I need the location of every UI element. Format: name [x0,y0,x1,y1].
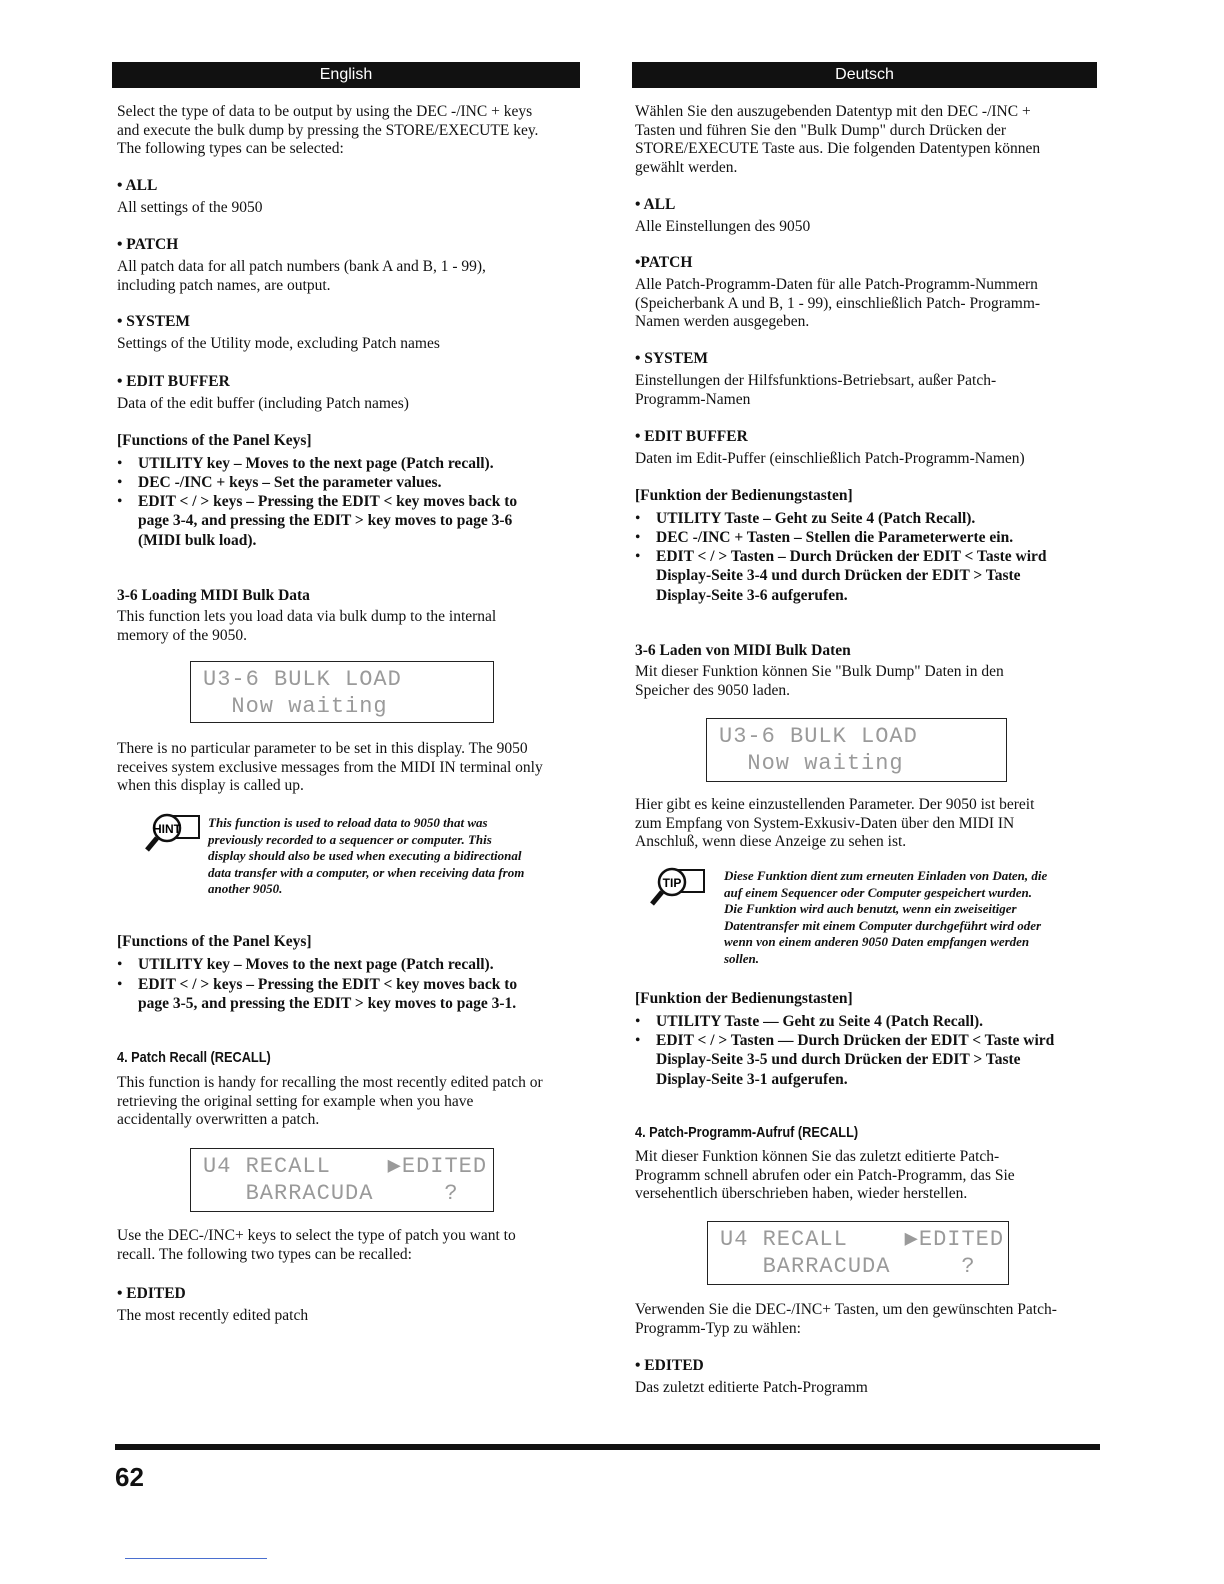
intro-text: Wählen Sie den auszugebenden Datentyp mit den DEC -/INC + Tasten und führen Sie den "Bulk Dump" durch Drücken der STORE/EXECUTE Taste aus. Die folgenden Datentypen können gewählt werden. [635,103,1041,176]
intro-text: Select the type of data to be output by using the DEC -/INC + keys and execute the bulk dump by pressing the STORE/EXECUTE key. The following types can be selected: [117,103,539,158]
panel-key-item: • DEC -/INC + keys – Set the parameter values. [117,473,441,492]
patch-text: Alle Patch-Programm-Daten für alle Patch-Programm-Nummern (Speicherbank A und B, 1 - 99), einschließlich Patch- Programm- Namen werden ausgegeben. [635,276,1041,331]
panel-key-item: • EDIT < / > keys – Pressing the EDIT < key moves back to page 3-4, and pressing the EDIT > key moves to page 3-6 (MIDI bulk load). [117,492,517,550]
bulk-load-description: Hier gibt es keine einzustellenden Parameter. Der 9050 ist bereit zum Empfang von System-Exkusiv-Daten über den MIDI IN Anschluß, wenn diese Anzeige zu sehen ist. [635,796,1035,851]
panel-key-item: • EDIT < / > Tasten – Durch Drücken der EDIT < Taste wird Display-Seite 3-4 und durch Drücken der EDIT > Taste Display-Seite 3-6 aufgerufen. [635,547,1047,605]
patch-recall-text: This function is handy for recalling the most recently edited patch or retrieving the original setting for example when you have accidentally overwritten a patch. [117,1074,543,1129]
bulk-load-title: 3-6 Laden von MIDI Bulk Daten [635,642,851,659]
panel-key-item: • EDIT < / > keys – Pressing the EDIT < key moves back to page 3-5, and pressing the EDIT > key moves to page 3-1. [117,975,517,1014]
edit-buffer-text: Daten im Edit-Puffer (einschließlich Patch-Programm-Namen) [635,450,1025,467]
bulk-load-description: There is no particular parameter to be set in this display. The 9050 receives system exclusive messages from the MIDI IN terminal only when this display is called up. [117,740,543,795]
panel-keys-title: [Functions of the Panel Keys] [117,432,312,449]
patch-recall-heading: 4. Patch-Programm-Aufruf (RECALL) [635,1124,859,1141]
panel-key-item: • UTILITY key – Moves to the next page (Patch recall). [117,454,494,473]
all-text: All settings of the 9050 [117,199,263,216]
edit-buffer-title: • EDIT BUFFER [635,428,748,445]
edited-title: • EDITED [635,1357,704,1374]
panel-keys-title: [Funktion der Bedienungstasten] [635,990,853,1007]
link-underline [125,1558,267,1559]
patch-text: All patch data for all patch numbers (bank A and B, 1 - 99), including patch names, are output. [117,258,486,294]
bulk-load-text: Mit dieser Funktion können Sie "Bulk Dump" Daten in den Speicher des 9050 laden. [635,663,1004,699]
lcd-line: BARRACUDA ? [203,1181,459,1206]
panel-key-item: • UTILITY Taste — Geht zu Seite 4 (Patch Recall). [635,1012,983,1031]
lcd-line: Now waiting [203,694,388,719]
patch-title: • PATCH [117,236,179,253]
patch-recall-text: Mit dieser Funktion können Sie das zuletzt editierte Patch- Programm schnell abrufen oder ein Patch-Programm, das Sie versehentlich überschrieben haben, wieder herstellen. [635,1148,1015,1203]
system-title: • SYSTEM [117,313,191,330]
patch-title: •PATCH [635,254,693,271]
lcd-line: U4 RECALL ▶EDITED [203,1154,488,1179]
lcd-line: U3-6 BULK LOAD [203,667,402,692]
panel-keys-title: [Functions of the Panel Keys] [117,933,312,950]
all-title: • ALL [117,177,158,194]
svg-text:TIP: TIP [662,876,682,890]
panel-key-item: • UTILITY Taste – Geht zu Seite 4 (Patch Recall). [635,509,975,528]
all-text: Alle Einstellungen des 9050 [635,218,811,235]
lcd-line: BARRACUDA ? [720,1254,976,1279]
edited-title: • EDITED [117,1285,186,1302]
bulk-load-title: 3-6 Loading MIDI Bulk Data [117,587,310,604]
system-text: Einstellungen der Hilfsfunktions-Betriebsart, außer Patch- Programm-Namen [635,372,997,408]
lcd-display-bulk-load [190,661,494,723]
edited-text: Das zuletzt editierte Patch-Programm [635,1379,868,1396]
lcd-display-recall [707,1221,1009,1285]
english-header: English [112,62,580,88]
recall-description: Verwenden Sie die DEC-/INC+ Tasten, um den gewünschten Patch- Programm-Typ zu wählen: [635,1301,1057,1337]
all-title: • ALL [635,196,676,213]
system-title: • SYSTEM [635,350,709,367]
lcd-line: Now waiting [719,751,904,776]
panel-key-item: • UTILITY key – Moves to the next page (Patch recall). [117,955,494,974]
edit-buffer-text: Data of the edit buffer (including Patch names) [117,395,409,412]
recall-description: Use the DEC-/INC+ keys to select the type of patch you want to recall. The following two types can be recalled: [117,1227,516,1263]
hint-icon [143,812,203,854]
hint-text: This function is used to reload data to 9050 that was previously recorded to a sequencer or computer. This display should also be used when executing a bidirectional data transfer with a computer, or when receiving data from another 9050. [208,815,525,897]
footer-rule [115,1444,1100,1450]
edit-buffer-title: • EDIT BUFFER [117,373,230,390]
panel-keys-title: [Funktion der Bedienungstasten] [635,487,853,504]
tip-icon [648,866,708,908]
system-text: Settings of the Utility mode, excluding Patch names [117,335,440,352]
lcd-display-bulk-load [706,718,1007,782]
lcd-display-recall [190,1148,494,1212]
panel-key-item: • DEC -/INC + Tasten – Stellen die Parameterwerte ein. [635,528,1013,547]
page-number: 62 [115,1462,144,1492]
svg-text:HINT: HINT [153,822,181,836]
lcd-line: U3-6 BULK LOAD [719,724,918,749]
tip-text: Diese Funktion dient zum erneuten Einladen von Daten, die auf einem Sequencer oder Computer gespeichert wurden. Die Funktion wird auch benutzt, wenn ein zweiseitiger Datentransfer mit einem Computer durchgeführt wird oder wenn von einem anderen 9050 Daten empfangen werden sollen. [724,868,1048,966]
patch-recall-heading: 4. Patch Recall (RECALL) [117,1049,271,1066]
lcd-line: U4 RECALL ▶EDITED [720,1227,1005,1252]
panel-key-item: • EDIT < / > Tasten — Durch Drücken der EDIT < Taste wird Display-Seite 3-5 und durch Drücken der EDIT > Taste Display-Seite 3-1 aufgerufen. [635,1031,1054,1089]
bulk-load-text: This function lets you load data via bulk dump to the internal memory of the 9050. [117,608,497,644]
deutsch-header: Deutsch [632,62,1097,88]
edited-text: The most recently edited patch [117,1307,309,1324]
